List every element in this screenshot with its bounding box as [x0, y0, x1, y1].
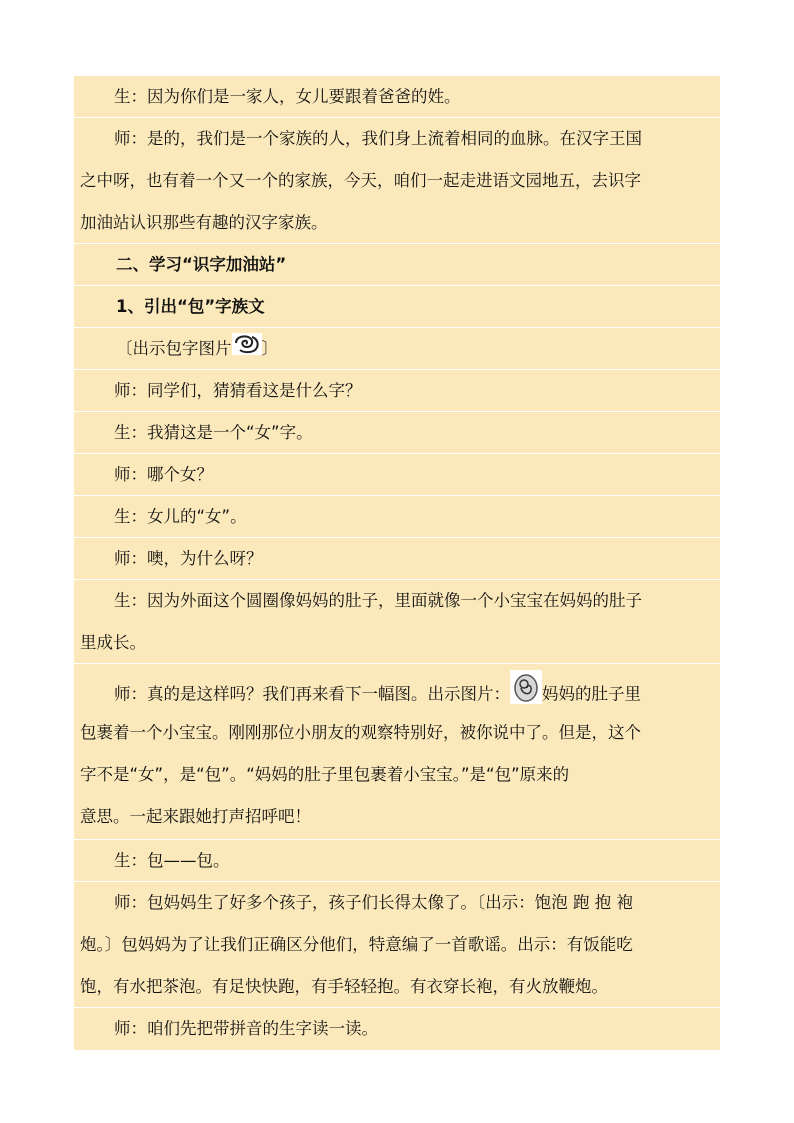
- paragraph: [74, 580, 720, 664]
- lesson-text-block: [74, 76, 720, 1050]
- paragraph: [74, 882, 720, 1008]
- paragraph-text: 师：哪个女？: [114, 465, 213, 484]
- paragraph: [74, 412, 720, 454]
- paragraph-text: 妈妈的肚子里: [542, 684, 641, 704]
- paragraph-text: 饱，有水把茶泡。有足快快跑，有手轻轻抱。有衣穿长袍，有火放鞭炮。: [80, 977, 608, 996]
- heading-text: 1、引出“包”字族文: [116, 297, 265, 316]
- paragraph-text: 师：是的，我们是一个家族的人，我们身上流着相同的血脉。在汉字王国: [114, 129, 642, 148]
- paragraph: [74, 664, 720, 840]
- paragraph: [74, 76, 720, 118]
- heading-text: 二、学习“识字加油站”: [116, 255, 287, 274]
- paragraph-text: 师：真的是这样吗？我们再来看下一幅图。出示图片：: [114, 684, 510, 704]
- paragraph-text: 之中呀，也有着一个又一个的家族，今天，咱们一起走进语文园地五，去识字: [80, 171, 641, 190]
- paragraph-text: 生：因为外面这个圆圈像妈妈的肚子，里面就像一个小宝宝在妈妈的肚子: [114, 591, 642, 610]
- paragraph-text: 师：同学们，猜猜看这是什么字？: [114, 381, 362, 400]
- paragraph-text: 生：女儿的“女”。: [114, 507, 247, 526]
- bao-seal-character-icon: [232, 329, 262, 371]
- paragraph: [74, 538, 720, 580]
- paragraph-text: 生：包——包。: [114, 851, 230, 870]
- paragraph-text: 炮。〕包妈妈为了让我们正确区分他们，特意编了一首歌谣。出示：有饭能吃: [80, 935, 633, 954]
- paragraph-text: 〕: [261, 339, 278, 358]
- paragraph-text: 包裹着一个小宝宝。刚刚那位小朋友的观察特别好，被你说中了。但是，这个: [80, 723, 641, 742]
- paragraph: [74, 1008, 720, 1050]
- paragraph: [74, 496, 720, 538]
- paragraph-text: 师：包妈妈生了好多个孩子，孩子们长得太像了。〔出示：饱泡 跑 抱 袍: [114, 893, 633, 912]
- paragraph: [74, 840, 720, 882]
- section-heading: [74, 244, 720, 286]
- paragraph: [74, 118, 720, 244]
- paragraph-line: [80, 670, 716, 712]
- paragraph-text: 生：我猜这是一个“女”字。: [114, 423, 313, 442]
- paragraph: [74, 454, 720, 496]
- paragraph-text: 生：因为你们是一家人，女儿要跟着爸爸的姓。: [114, 87, 461, 106]
- subsection-heading: [74, 286, 720, 328]
- paragraph-text: 意思。一起来跟她打声招呼吧！: [80, 807, 311, 826]
- paragraph-text: 字不是“女”，是“包”。“妈妈的肚子里包裹着小宝宝。”是“包”原来的: [80, 765, 570, 784]
- womb-baby-picture-icon: [510, 670, 542, 720]
- paragraph-text: 〔出示包字图片: [116, 339, 232, 358]
- paragraph-text: 师：咱们先把带拼音的生字读一读。: [114, 1019, 378, 1038]
- paragraph: [74, 370, 720, 412]
- paragraph-text: 师：噢，为什么呀？: [114, 549, 263, 568]
- paragraph: [74, 328, 720, 370]
- paragraph-text: 加油站认识那些有趣的汉字家族。: [80, 213, 328, 232]
- paragraph-text: 里成长。: [80, 633, 146, 652]
